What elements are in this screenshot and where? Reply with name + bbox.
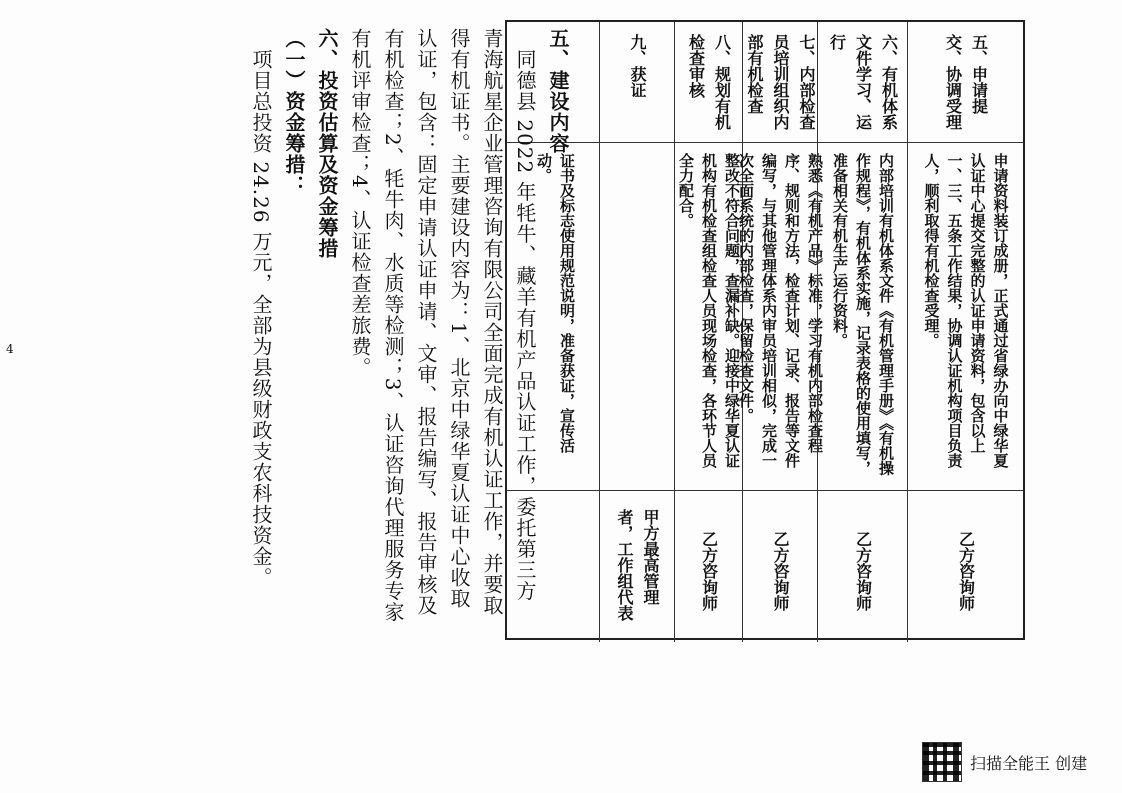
table-cell	[907, 22, 1023, 142]
cell-text: 乙方咨询师	[699, 530, 719, 611]
table-cell	[599, 143, 674, 490]
section-heading: 五、建设内容	[546, 28, 570, 154]
table-cell	[674, 143, 742, 490]
cell-text: 六、有机体系文件学习、运行	[827, 34, 899, 130]
page-number: 4	[6, 342, 14, 356]
body-line: 有机评审检查；4、认证检查差旅费。	[348, 28, 372, 378]
table-cell	[817, 143, 907, 490]
section-heading: （一）资金筹措：	[282, 28, 306, 196]
table-row-stage	[507, 22, 1023, 143]
cell-text: 熟悉《有机产品》标准，学习有机内部检查程序、规则和方法，检查计划、记录、报告等文件编写，与其他管理体系内审员培训相似，完成一次全面系统的内部检查，保留检查文件。	[737, 153, 824, 468]
table-cell	[817, 491, 907, 642]
cell-text: 九、获证	[628, 34, 647, 98]
watermark-text: 扫描全能王 创建	[970, 753, 1088, 773]
body-line: 青海航星企业管理咨询有限公司全面完成有机认证工作，并要取	[480, 28, 504, 616]
cell-text: 八、规划有机检查审核	[686, 34, 732, 130]
body-line: 认证，包含：固定申请认证申请、文审、报告编写、报告审核及	[414, 28, 438, 616]
table-cell	[674, 22, 742, 142]
body-line: 同德县 2022 年牦牛、藏羊有机产品认证工作，委托第三方	[513, 28, 537, 602]
body-text	[244, 28, 574, 622]
body-line: 得有机证书。主要建设内容为：1、北京中绿华夏认证中心收取	[447, 28, 471, 609]
cell-text: 申请资料装订成册，正式通过省绿办向中绿华夏认证中心提交完整的认证申请资料，包含以上一、三、五条工作结果，协调认证机构项目负责人，顺利取得有机检查受理。	[922, 153, 1010, 468]
cell-text: 五、申请提交、协调受理	[943, 34, 989, 130]
cell-text: 甲方最高管理者，工作组代表	[615, 509, 660, 621]
table-cell	[599, 491, 674, 642]
cell-text: 七、内部检查员培训组织内部有机检查	[745, 34, 816, 130]
table-cell	[674, 491, 742, 642]
table-row-content	[507, 143, 1023, 491]
body-line: 有机检查；2、牦牛肉、水质等检测；3、认证咨询代理服务专家	[381, 28, 405, 623]
table-cell	[737, 143, 824, 490]
cell-text: 证书及标志使用规范说明，准备获证，宣传活动。	[535, 153, 576, 453]
body-line: 项目总投资 24.26 万元，全部为县级财政支农科技资金。	[249, 28, 273, 588]
table-cell	[742, 22, 817, 142]
cell-text: 乙方咨询师	[771, 530, 790, 611]
cell-text: 乙方咨询师	[853, 530, 873, 611]
table-row-responsible	[507, 491, 1023, 642]
process-table	[505, 20, 1025, 640]
cell-text: 乙方咨询师	[956, 530, 976, 611]
table-cell	[599, 22, 674, 142]
table-cell	[907, 143, 1023, 490]
section-heading: 六、投资估算及资金筹措	[315, 28, 339, 259]
scanner-watermark	[922, 742, 1087, 782]
table-cell	[817, 22, 907, 142]
table-cell	[742, 491, 817, 642]
qr-code-icon	[922, 742, 962, 782]
cell-text: 整改不符合问题，查漏补缺。迎接中绿华夏认证机构有机检查组检查人员现场检查，各环节人员全力配合。	[677, 153, 741, 468]
table-cell	[907, 491, 1023, 642]
cell-text: 内部培训有机体系文件《有机管理手册》《有机操作规程》，有机体系实施，记录表格的使用填写，准备相关有机生产运行资料。	[831, 153, 895, 476]
